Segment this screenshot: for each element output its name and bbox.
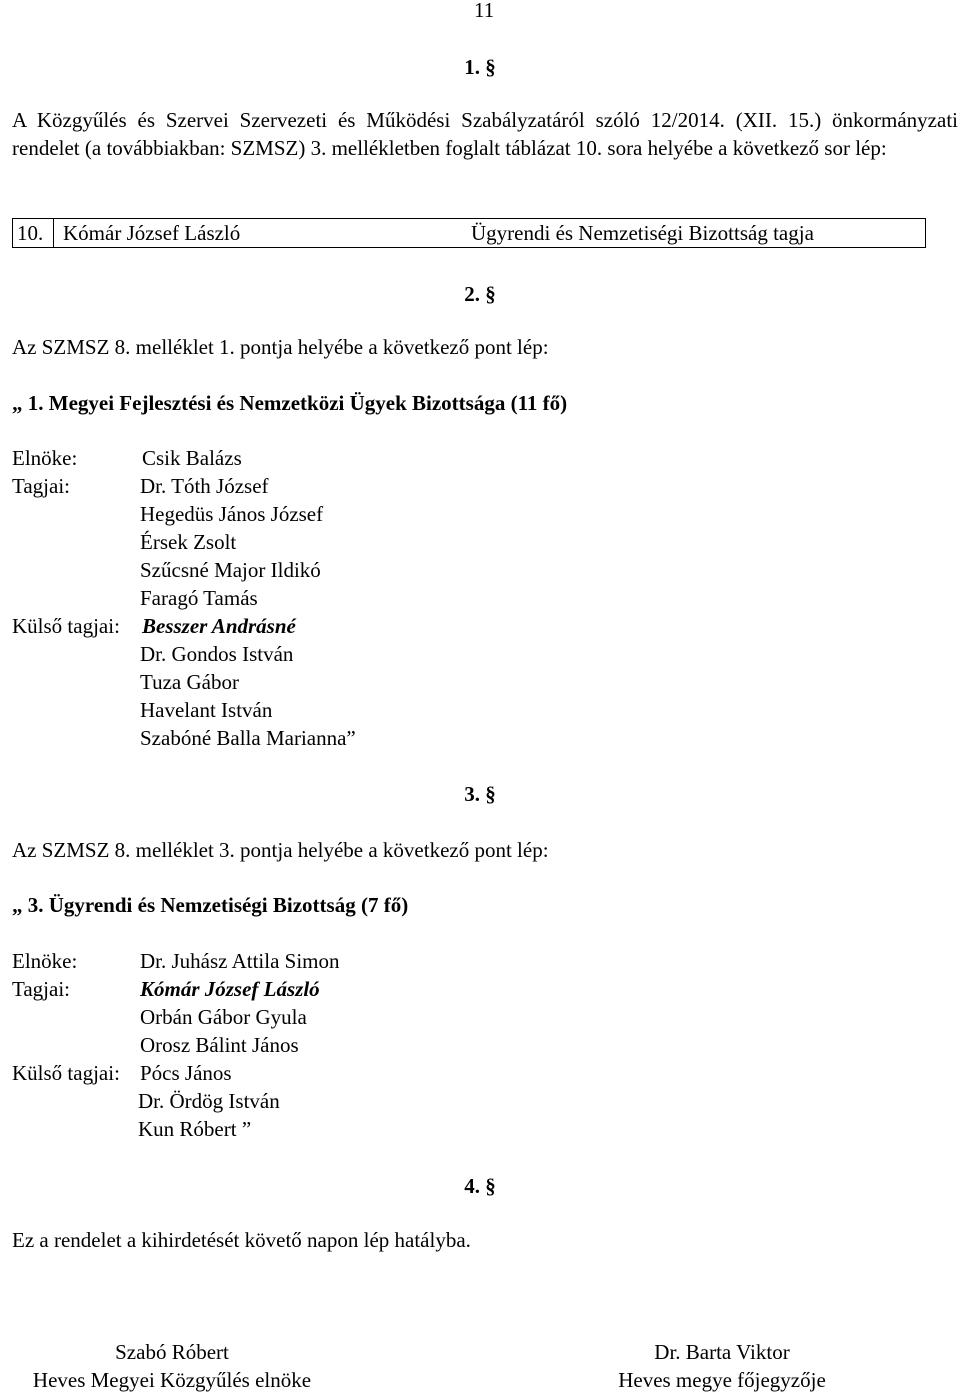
committee-3-member: Orbán Gábor Gyula [140, 1005, 307, 1029]
committee-1-member: Érsek Zsolt [140, 530, 237, 554]
committee-3-member: Orosz Bálint János [140, 1033, 299, 1057]
committee-1-external-member: Havelant István [140, 698, 273, 722]
committee-3-external-label: Külső tagjai: [12, 1061, 120, 1085]
committee-1-member: Dr. Tóth József [140, 474, 269, 498]
committee-1-external-member: Szabóné Balla Marianna” [140, 726, 356, 750]
signature-right-title: Heves megye főjegyzője [618, 1368, 826, 1392]
intro-paragraph: A Közgyűlés és Szervei Szervezeti és Működési Szabályzatáról szóló 12/2014. (XII. 15.) önkormányzati rendelet (a továbbiakban: SZMSZ) 3. mellékletben foglalt táblázat 10. sora helyébe a következő sor lép: [12, 108, 958, 160]
section-heading-1: 1. § [464, 55, 496, 79]
committee-3-external-member: Kun Róbert ” [138, 1117, 252, 1141]
committee-1-external-member: Dr. Gondos István [140, 642, 294, 666]
table-cell-divider [53, 219, 54, 247]
section-2-intro: Az SZMSZ 8. melléklet 1. pontja helyébe a következő pont lép: [12, 335, 549, 359]
committee-1-member: Szűcsné Major Ildikó [140, 558, 321, 582]
committee-3-title: „ 3. Ügyrendi és Nemzetiségi Bizottság (7 fő) [12, 893, 409, 917]
signature-right-name: Dr. Barta Viktor [654, 1340, 790, 1364]
signature-left-name: Szabó Róbert [115, 1340, 229, 1364]
committee-1-external-label: Külső tagjai: [12, 614, 120, 638]
section-heading-2: 2. § [464, 282, 496, 306]
committee-3-external-member: Dr. Ördög István [138, 1089, 280, 1113]
closing-sentence: Ez a rendelet a kihirdetését követő napon lép hatályba. [12, 1228, 471, 1252]
amendment-table-row [12, 218, 926, 248]
table-row-role: Ügyrendi és Nemzetiségi Bizottság tagja [471, 221, 814, 245]
committee-1-external-member: Tuza Gábor [140, 670, 239, 694]
table-row-name: Kómár József László [63, 221, 241, 245]
committee-1-chair-label: Elnöke: [12, 446, 78, 470]
committee-1-members-label: Tagjai: [12, 474, 71, 498]
section-heading-3: 3. § [464, 782, 496, 806]
committee-1-member: Faragó Tamás [140, 586, 258, 610]
committee-1-title: „ 1. Megyei Fejlesztési és Nemzetközi Ügyek Bizottsága (11 fő) [12, 391, 568, 415]
committee-3-member: Kómár József László [140, 977, 320, 1001]
committee-1-member: Hegedüs János József [140, 502, 324, 526]
table-row-number: 10. [17, 221, 44, 245]
section-heading-4: 4. § [464, 1174, 496, 1198]
committee-3-chair: Dr. Juhász Attila Simon [140, 949, 340, 973]
committee-1-chair: Csik Balázs [142, 446, 242, 470]
committee-3-members-label: Tagjai: [12, 977, 71, 1001]
signature-left-title: Heves Megyei Közgyűlés elnöke [32, 1368, 312, 1392]
section-3-intro: Az SZMSZ 8. melléklet 3. pontja helyébe a következő pont lép: [12, 838, 549, 862]
committee-3-external-member: Pócs János [140, 1061, 232, 1085]
committee-1-external-member: Besszer Andrásné [142, 614, 296, 638]
committee-3-chair-label: Elnöke: [12, 949, 78, 973]
page-number: 11 [474, 0, 495, 22]
